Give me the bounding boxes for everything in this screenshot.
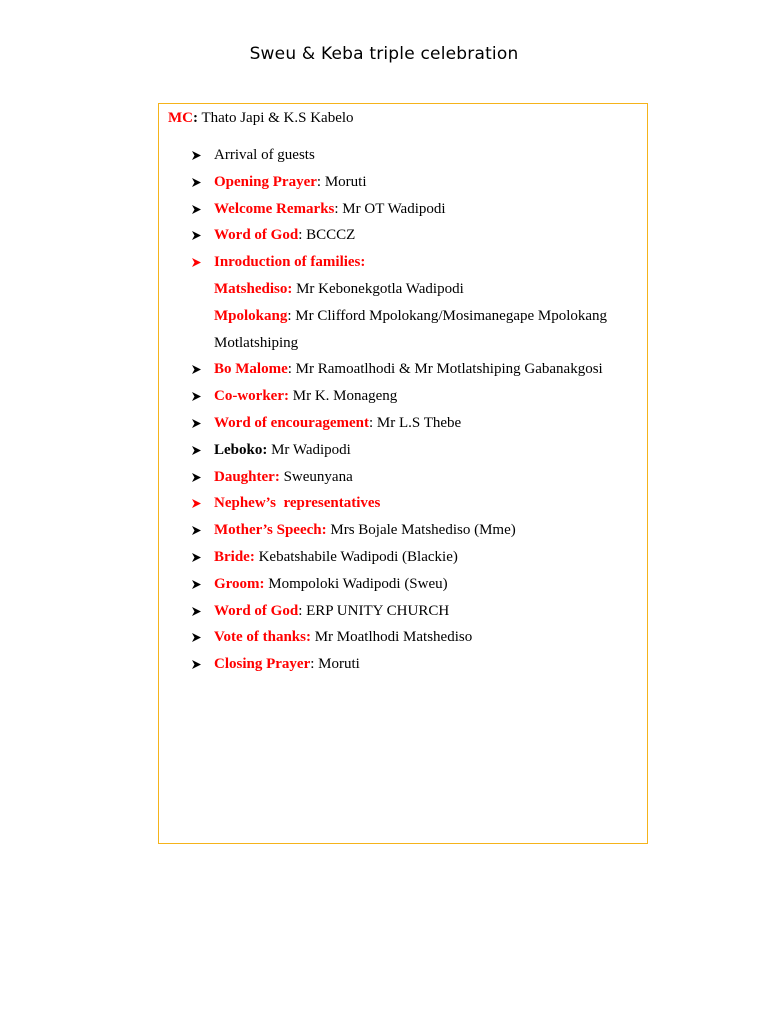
arrow-bullet-icon [191,222,203,249]
item-value: Mr Kebonekgotla Wadipodi [292,280,464,297]
item-label: Matshediso: [214,280,293,297]
program-box [158,103,648,844]
program-item-nephew [159,490,647,517]
mc-value: Thato Japi & K.S Kabelo [198,110,354,126]
arrow-bullet-icon [191,490,203,517]
arrow-bullet-icon [191,544,203,571]
arrow-bullet-icon [191,437,203,464]
program-item-groom [159,571,647,598]
program-subitem-matshediso [159,276,647,303]
item-label: Closing Prayer [214,656,311,673]
arrow-bullet-icon [191,598,203,625]
item-value: : BCCCZ [298,227,356,244]
item-value: : Mr Ramoatlhodi & Mr Motlatshiping Gabanakgosi [287,361,603,378]
arrow-bullet-icon [191,196,203,223]
program-subitem-mpolokang-continued [159,330,647,357]
document-title: Sweu & Keba triple celebration [249,44,519,64]
program-item-mothers-speech [159,517,647,544]
item-value: Mompoloki Wadipodi (Sweu) [264,575,448,592]
arrow-bullet-icon [191,571,203,598]
arrow-bullet-icon [191,517,203,544]
item-value: Kebatshabile Wadipodi (Blackie) [254,548,458,565]
program-item-co-worker [159,383,647,410]
item-value: Mr Wadipodi [267,441,351,458]
item-label: Bo Malome [214,361,288,378]
arrow-bullet-icon [191,356,203,383]
item-value: Motlatshiping [214,334,299,351]
arrow-bullet-icon [191,169,203,196]
item-text: Arrival of guests [214,147,315,163]
item-value: : Moruti [316,173,367,190]
program-item-word-of-god-1 [159,222,647,249]
program-item-closing-prayer [159,651,647,678]
item-label: Leboko: [214,441,268,458]
arrow-bullet-icon [191,383,203,410]
item-value: : Moruti [310,656,360,673]
program-item-encouragement [159,410,647,437]
item-label: Word of encouragement [214,414,369,431]
arrow-bullet-icon [191,142,203,169]
item-label: Mpolokang [214,307,288,324]
program-item-welcome-remarks [159,196,647,223]
program-item-vote-of-thanks [159,624,647,651]
program-item-leboko [159,437,647,464]
program-item-opening-prayer [159,169,647,196]
arrow-bullet-icon [191,464,203,491]
program-subitem-mpolokang [159,303,647,330]
program-list [159,142,647,678]
item-label: Opening Prayer [214,173,317,190]
item-label: Word of God [214,602,299,619]
program-item-bride [159,544,647,571]
item-label: Bride: [214,548,255,565]
arrow-bullet-icon [191,249,203,276]
item-label: Word of God [214,227,299,244]
item-value: Sweunyana [279,468,353,485]
item-label: Daughter: [214,468,280,485]
program-item-intro-families [159,249,647,276]
arrow-bullet-icon [191,410,203,437]
item-value: : Mr L.S Thebe [368,414,462,431]
item-label: Co-worker: [214,388,289,405]
item-label: Nephew’s representatives [214,495,381,512]
program-item-arrival [159,142,647,169]
program-item-daughter [159,464,647,491]
arrow-bullet-icon [191,624,203,651]
item-label: Vote of thanks: [214,629,311,646]
item-label: Mother’s Speech: [214,522,327,539]
program-item-bo-malome [159,356,647,383]
item-value: : Mr OT Wadipodi [334,200,446,217]
item-value: Mr K. Monageng [288,388,398,405]
program-item-word-of-god-2 [159,598,647,625]
item-value: : ERP UNITY CHURCH [298,602,450,619]
item-label: Inroduction of families: [214,254,366,271]
item-value: Mrs Bojale Matshediso (Mme) [326,522,516,539]
item-value: : Mr Clifford Mpolokang/Mosimanegape Mpolokang [287,307,608,324]
mc-line [168,110,354,127]
item-label: Groom: [214,575,265,592]
item-label: Welcome Remarks [214,200,335,217]
mc-label: MC [168,110,193,126]
item-value: Mr Moatlhodi Matshediso [310,629,473,646]
arrow-bullet-icon [191,651,203,678]
mc-separator: : [193,110,198,126]
